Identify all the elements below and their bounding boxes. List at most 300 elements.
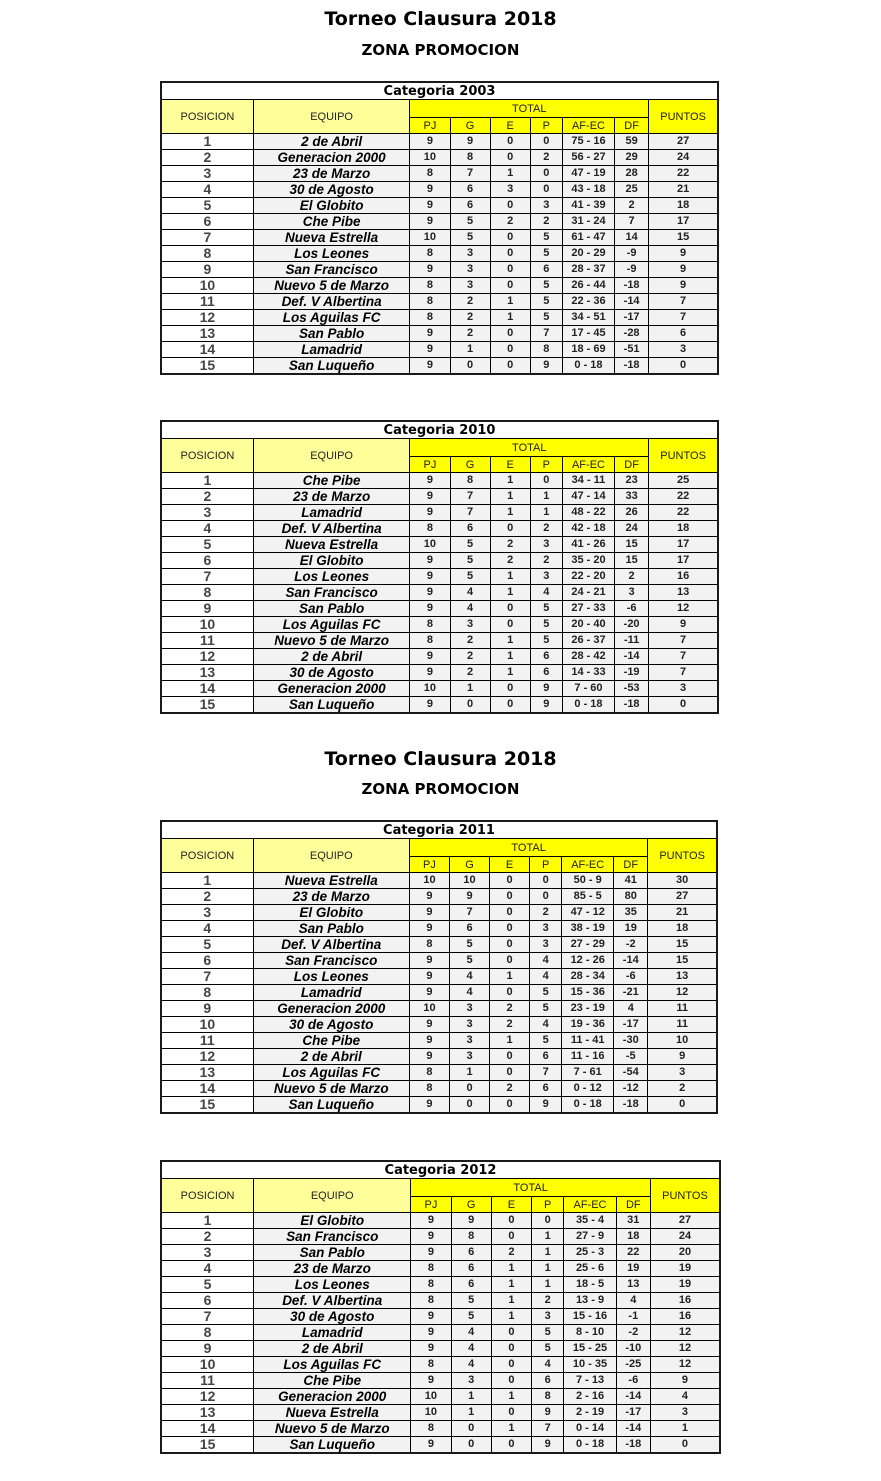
cell-g: 2 xyxy=(450,310,490,326)
cell-position: 1 xyxy=(161,134,253,150)
column-header-p: P xyxy=(530,118,562,134)
cell-af-ec: 20 - 40 xyxy=(562,617,614,633)
cell-e: 0 xyxy=(490,326,530,342)
cell-team-name: Lamadrid xyxy=(254,1325,411,1341)
cell-points: 7 xyxy=(649,649,718,665)
cell-df: 4 xyxy=(614,1001,648,1017)
cell-p: 5 xyxy=(530,985,562,1001)
cell-g: 3 xyxy=(449,1033,489,1049)
cell-points: 21 xyxy=(649,182,718,198)
category-row xyxy=(161,82,718,100)
cell-e: 2 xyxy=(490,214,530,230)
table-row xyxy=(161,1213,720,1229)
column-header-posicion: POSICION xyxy=(161,839,253,873)
cell-points: 16 xyxy=(650,1309,720,1325)
cell-p: 2 xyxy=(530,214,562,230)
cell-points: 4 xyxy=(650,1389,720,1405)
cell-position: 6 xyxy=(161,553,253,569)
table-row xyxy=(161,294,718,310)
cell-p: 1 xyxy=(532,1245,564,1261)
cell-df: -20 xyxy=(615,617,649,633)
table-row xyxy=(161,214,718,230)
cell-pj: 8 xyxy=(410,633,450,649)
cell-e: 0 xyxy=(490,1049,530,1065)
cell-g: 1 xyxy=(449,1065,489,1081)
cell-position: 3 xyxy=(161,1245,254,1261)
cell-p: 9 xyxy=(530,358,562,375)
cell-team-name: Generacion 2000 xyxy=(253,681,410,697)
table-row xyxy=(161,569,718,585)
cell-team-name: 30 de Agosto xyxy=(253,182,410,198)
cell-position: 9 xyxy=(161,601,253,617)
cell-g: 6 xyxy=(449,921,489,937)
cell-p: 3 xyxy=(530,537,562,553)
table-row xyxy=(161,1437,720,1454)
cell-p: 9 xyxy=(530,681,562,697)
cell-af-ec: 23 - 19 xyxy=(562,1001,614,1017)
cell-g: 5 xyxy=(450,230,490,246)
cell-e: 2 xyxy=(491,1245,531,1261)
cell-p: 6 xyxy=(530,262,562,278)
cell-position: 2 xyxy=(161,489,253,505)
cell-g: 5 xyxy=(449,953,489,969)
cell-points: 27 xyxy=(649,134,718,150)
cell-af-ec: 27 - 33 xyxy=(562,601,614,617)
cell-df: -1 xyxy=(616,1309,650,1325)
table-row xyxy=(161,489,718,505)
cell-df: -6 xyxy=(614,969,648,985)
cell-df: 15 xyxy=(615,553,649,569)
cell-points: 0 xyxy=(650,1437,720,1454)
cell-g: 3 xyxy=(449,1049,489,1065)
cell-points: 15 xyxy=(648,953,717,969)
cell-e: 1 xyxy=(490,633,530,649)
column-header-df: DF xyxy=(616,1197,650,1213)
cell-e: 0 xyxy=(490,134,530,150)
cell-g: 7 xyxy=(450,166,490,182)
cell-af-ec: 43 - 18 xyxy=(562,182,614,198)
cell-df: 41 xyxy=(614,873,648,889)
table-row xyxy=(161,1065,717,1081)
cell-team-name: San Francisco xyxy=(254,1229,411,1245)
cell-df: -18 xyxy=(615,697,649,714)
cell-af-ec: 61 - 47 xyxy=(562,230,614,246)
standings-table-2010 xyxy=(160,420,719,714)
cell-position: 4 xyxy=(161,182,253,198)
cell-p: 3 xyxy=(530,569,562,585)
cell-e: 1 xyxy=(491,1277,531,1293)
cell-e: 0 xyxy=(491,1341,531,1357)
cell-af-ec: 0 - 18 xyxy=(562,697,614,714)
cell-df: 22 xyxy=(616,1245,650,1261)
cell-pj: 9 xyxy=(410,214,450,230)
cell-e: 1 xyxy=(490,473,530,489)
cell-af-ec: 47 - 14 xyxy=(562,489,614,505)
column-header-pj: PJ xyxy=(409,857,449,873)
cell-af-ec: 26 - 44 xyxy=(562,278,614,294)
cell-af-ec: 14 - 33 xyxy=(562,665,614,681)
cell-e: 0 xyxy=(491,1213,531,1229)
column-header-total: TOTAL xyxy=(409,839,647,857)
cell-df: 29 xyxy=(615,150,649,166)
cell-af-ec: 0 - 14 xyxy=(564,1421,616,1437)
column-header-posicion: POSICION xyxy=(161,100,253,134)
cell-e: 1 xyxy=(490,665,530,681)
cell-p: 5 xyxy=(530,617,562,633)
cell-team-name: Los Leones xyxy=(253,969,409,985)
cell-points: 19 xyxy=(650,1261,720,1277)
cell-p: 7 xyxy=(532,1421,564,1437)
cell-e: 0 xyxy=(490,198,530,214)
table-row xyxy=(161,601,718,617)
category-title: Categoria 2003 xyxy=(161,82,718,100)
cell-position: 13 xyxy=(161,665,253,681)
cell-pj: 9 xyxy=(409,953,449,969)
cell-pj: 10 xyxy=(410,150,450,166)
table-row xyxy=(161,521,718,537)
cell-team-name: 2 de Abril xyxy=(254,1341,411,1357)
cell-df: -19 xyxy=(615,665,649,681)
table-row xyxy=(161,166,718,182)
cell-e: 1 xyxy=(490,505,530,521)
cell-e: 0 xyxy=(491,1405,531,1421)
cell-g: 5 xyxy=(451,1309,491,1325)
cell-position: 8 xyxy=(161,246,253,262)
cell-g: 0 xyxy=(450,358,490,375)
cell-g: 0 xyxy=(449,1081,489,1097)
cell-df: 15 xyxy=(615,537,649,553)
column-header-puntos: PUNTOS xyxy=(649,439,718,473)
cell-team-name: Generacion 2000 xyxy=(253,150,410,166)
cell-points: 21 xyxy=(648,905,717,921)
cell-g: 6 xyxy=(450,521,490,537)
cell-e: 0 xyxy=(490,953,530,969)
cell-e: 2 xyxy=(490,537,530,553)
column-header-pj: PJ xyxy=(410,118,450,134)
cell-points: 9 xyxy=(649,617,718,633)
table-row xyxy=(161,310,718,326)
cell-p: 6 xyxy=(532,1373,564,1389)
table-row xyxy=(161,1341,720,1357)
cell-pj: 9 xyxy=(411,1341,451,1357)
cell-af-ec: 28 - 34 xyxy=(562,969,614,985)
cell-team-name: San Francisco xyxy=(253,585,410,601)
table-row xyxy=(161,326,718,342)
cell-df: -14 xyxy=(614,953,648,969)
cell-df: -25 xyxy=(616,1357,650,1373)
cell-points: 0 xyxy=(649,697,718,714)
cell-g: 4 xyxy=(451,1325,491,1341)
cell-p: 0 xyxy=(532,1213,564,1229)
cell-pj: 8 xyxy=(411,1357,451,1373)
cell-p: 0 xyxy=(530,166,562,182)
table-row xyxy=(161,873,717,889)
cell-e: 0 xyxy=(490,617,530,633)
cell-p: 5 xyxy=(530,278,562,294)
cell-position: 5 xyxy=(161,537,253,553)
cell-e: 1 xyxy=(490,969,530,985)
cell-df: 18 xyxy=(616,1229,650,1245)
cell-team-name: Lamadrid xyxy=(253,985,409,1001)
table-row xyxy=(161,134,718,150)
column-header-p: P xyxy=(532,1197,564,1213)
cell-p: 0 xyxy=(530,889,562,905)
cell-af-ec: 19 - 36 xyxy=(562,1017,614,1033)
table-row xyxy=(161,505,718,521)
cell-df: -10 xyxy=(616,1341,650,1357)
cell-pj: 10 xyxy=(411,1405,451,1421)
cell-g: 6 xyxy=(451,1261,491,1277)
cell-team-name: Nuevo 5 de Marzo xyxy=(253,633,410,649)
cell-team-name: Los Aguilas FC xyxy=(253,617,410,633)
cell-g: 10 xyxy=(449,873,489,889)
cell-position: 13 xyxy=(161,326,253,342)
cell-pj: 9 xyxy=(409,1033,449,1049)
cell-position: 15 xyxy=(161,1097,253,1114)
cell-team-name: San Luqueño xyxy=(253,697,410,714)
table-row xyxy=(161,198,718,214)
cell-af-ec: 0 - 18 xyxy=(564,1437,616,1454)
cell-g: 2 xyxy=(450,294,490,310)
cell-points: 9 xyxy=(648,1049,717,1065)
column-header-equipo: EQUIPO xyxy=(253,100,410,134)
cell-points: 25 xyxy=(649,473,718,489)
cell-pj: 10 xyxy=(409,873,449,889)
cell-points: 0 xyxy=(648,1097,717,1114)
table-row xyxy=(161,473,718,489)
cell-af-ec: 28 - 37 xyxy=(562,262,614,278)
cell-position: 8 xyxy=(161,1325,254,1341)
standings-table-2011 xyxy=(160,820,718,1114)
cell-af-ec: 35 - 20 xyxy=(562,553,614,569)
cell-df: -6 xyxy=(616,1373,650,1389)
column-header-afec: AF-EC xyxy=(562,457,614,473)
cell-af-ec: 27 - 29 xyxy=(562,937,614,953)
cell-g: 5 xyxy=(450,553,490,569)
table-row xyxy=(161,905,717,921)
cell-df: -17 xyxy=(615,310,649,326)
cell-pj: 8 xyxy=(410,521,450,537)
cell-points: 11 xyxy=(648,1017,717,1033)
cell-team-name: San Pablo xyxy=(253,921,409,937)
cell-pj: 9 xyxy=(410,489,450,505)
cell-points: 1 xyxy=(650,1421,720,1437)
cell-team-name: 30 de Agosto xyxy=(253,1017,409,1033)
cell-position: 15 xyxy=(161,358,253,375)
cell-p: 2 xyxy=(530,521,562,537)
cell-pj: 8 xyxy=(409,1081,449,1097)
cell-df: 25 xyxy=(615,182,649,198)
cell-pj: 9 xyxy=(410,569,450,585)
cell-e: 0 xyxy=(490,681,530,697)
cell-g: 5 xyxy=(450,537,490,553)
cell-points: 16 xyxy=(650,1293,720,1309)
cell-af-ec: 31 - 24 xyxy=(562,214,614,230)
table-row xyxy=(161,1049,717,1065)
cell-p: 0 xyxy=(530,182,562,198)
cell-points: 0 xyxy=(649,358,718,375)
cell-e: 3 xyxy=(490,182,530,198)
column-header-g: G xyxy=(450,457,490,473)
cell-points: 3 xyxy=(649,681,718,697)
column-header-p: P xyxy=(530,857,562,873)
cell-af-ec: 85 - 5 xyxy=(562,889,614,905)
cell-position: 12 xyxy=(161,310,253,326)
cell-points: 6 xyxy=(649,326,718,342)
cell-g: 2 xyxy=(450,633,490,649)
cell-p: 8 xyxy=(530,342,562,358)
cell-p: 3 xyxy=(530,198,562,214)
table-row xyxy=(161,278,718,294)
column-header-g: G xyxy=(449,857,489,873)
table-row xyxy=(161,1325,720,1341)
cell-df: -14 xyxy=(615,294,649,310)
cell-pj: 9 xyxy=(410,326,450,342)
cell-team-name: Che Pibe xyxy=(253,473,410,489)
table-row xyxy=(161,1357,720,1373)
table-row xyxy=(161,969,717,985)
cell-af-ec: 0 - 18 xyxy=(562,1097,614,1114)
cell-position: 2 xyxy=(161,889,253,905)
cell-team-name: Lamadrid xyxy=(253,342,410,358)
cell-position: 10 xyxy=(161,1017,253,1033)
cell-e: 0 xyxy=(490,889,530,905)
cell-e: 1 xyxy=(491,1261,531,1277)
cell-g: 6 xyxy=(451,1245,491,1261)
cell-pj: 9 xyxy=(410,585,450,601)
cell-pj: 9 xyxy=(409,985,449,1001)
header-row xyxy=(161,1179,720,1197)
cell-af-ec: 25 - 6 xyxy=(564,1261,616,1277)
cell-e: 0 xyxy=(490,873,530,889)
cell-e: 1 xyxy=(490,569,530,585)
cell-points: 30 xyxy=(648,873,717,889)
cell-position: 10 xyxy=(161,617,253,633)
cell-af-ec: 2 - 19 xyxy=(564,1405,616,1421)
cell-g: 6 xyxy=(450,198,490,214)
column-header-g: G xyxy=(451,1197,491,1213)
cell-e: 1 xyxy=(490,310,530,326)
cell-pj: 9 xyxy=(411,1373,451,1389)
cell-af-ec: 28 - 42 xyxy=(562,649,614,665)
cell-points: 9 xyxy=(649,262,718,278)
column-header-p: P xyxy=(530,457,562,473)
cell-position: 15 xyxy=(161,1437,254,1454)
cell-e: 1 xyxy=(490,585,530,601)
cell-p: 7 xyxy=(530,1065,562,1081)
cell-pj: 9 xyxy=(409,905,449,921)
cell-pj: 9 xyxy=(410,182,450,198)
cell-af-ec: 24 - 21 xyxy=(562,585,614,601)
cell-df: -18 xyxy=(615,278,649,294)
cell-team-name: 2 de Abril xyxy=(253,134,410,150)
cell-position: 3 xyxy=(161,505,253,521)
column-header-e: E xyxy=(491,1197,531,1213)
cell-pj: 8 xyxy=(411,1421,451,1437)
cell-position: 9 xyxy=(161,1341,254,1357)
cell-e: 0 xyxy=(490,921,530,937)
cell-team-name: El Globito xyxy=(253,553,410,569)
cell-team-name: Los Leones xyxy=(253,246,410,262)
cell-pj: 9 xyxy=(411,1213,451,1229)
cell-e: 0 xyxy=(490,262,530,278)
column-header-equipo: EQUIPO xyxy=(253,439,410,473)
cell-pj: 9 xyxy=(411,1325,451,1341)
cell-pj: 9 xyxy=(410,358,450,375)
cell-df: -18 xyxy=(614,1097,648,1114)
cell-p: 8 xyxy=(532,1389,564,1405)
cell-team-name: 23 de Marzo xyxy=(253,166,410,182)
tournament-title: Torneo Clausura 2018 xyxy=(324,8,557,30)
cell-df: -14 xyxy=(616,1389,650,1405)
cell-position: 12 xyxy=(161,1049,253,1065)
cell-position: 15 xyxy=(161,697,253,714)
category-row xyxy=(161,1161,720,1179)
cell-g: 5 xyxy=(450,214,490,230)
cell-df: -30 xyxy=(614,1033,648,1049)
column-header-equipo: EQUIPO xyxy=(253,839,409,873)
cell-g: 6 xyxy=(450,182,490,198)
cell-df: 3 xyxy=(615,585,649,601)
cell-team-name: Def. V Albertina xyxy=(253,937,409,953)
cell-e: 2 xyxy=(490,1081,530,1097)
cell-p: 9 xyxy=(530,1097,562,1114)
cell-points: 18 xyxy=(649,521,718,537)
cell-g: 9 xyxy=(450,134,490,150)
cell-g: 4 xyxy=(449,969,489,985)
cell-e: 0 xyxy=(490,937,530,953)
cell-team-name: 23 de Marzo xyxy=(254,1261,411,1277)
cell-points: 12 xyxy=(650,1325,720,1341)
cell-pj: 9 xyxy=(410,134,450,150)
cell-team-name: Nuevo 5 de Marzo xyxy=(254,1421,411,1437)
cell-g: 7 xyxy=(449,905,489,921)
table-row xyxy=(161,1017,717,1033)
table-row xyxy=(161,1309,720,1325)
cell-points: 7 xyxy=(649,294,718,310)
cell-p: 0 xyxy=(530,134,562,150)
header-row xyxy=(161,839,717,857)
category-title: Categoria 2010 xyxy=(161,421,718,439)
cell-df: -6 xyxy=(615,601,649,617)
cell-p: 4 xyxy=(532,1357,564,1373)
cell-af-ec: 2 - 16 xyxy=(564,1389,616,1405)
table-row xyxy=(161,1405,720,1421)
cell-g: 8 xyxy=(450,473,490,489)
cell-df: 31 xyxy=(616,1213,650,1229)
table-row xyxy=(161,585,718,601)
cell-team-name: 2 de Abril xyxy=(253,649,410,665)
cell-p: 3 xyxy=(530,921,562,937)
cell-pj: 8 xyxy=(410,294,450,310)
cell-points: 15 xyxy=(649,230,718,246)
cell-p: 1 xyxy=(532,1261,564,1277)
cell-p: 2 xyxy=(532,1293,564,1309)
cell-e: 0 xyxy=(490,230,530,246)
cell-g: 5 xyxy=(450,569,490,585)
cell-g: 2 xyxy=(450,649,490,665)
cell-df: -53 xyxy=(615,681,649,697)
cell-af-ec: 18 - 69 xyxy=(562,342,614,358)
table-row xyxy=(161,262,718,278)
cell-p: 9 xyxy=(532,1405,564,1421)
cell-af-ec: 41 - 26 xyxy=(562,537,614,553)
cell-team-name: Def. V Albertina xyxy=(254,1293,411,1309)
cell-position: 9 xyxy=(161,1001,253,1017)
cell-df: 24 xyxy=(615,521,649,537)
cell-team-name: 23 de Marzo xyxy=(253,889,409,905)
cell-af-ec: 22 - 36 xyxy=(562,294,614,310)
